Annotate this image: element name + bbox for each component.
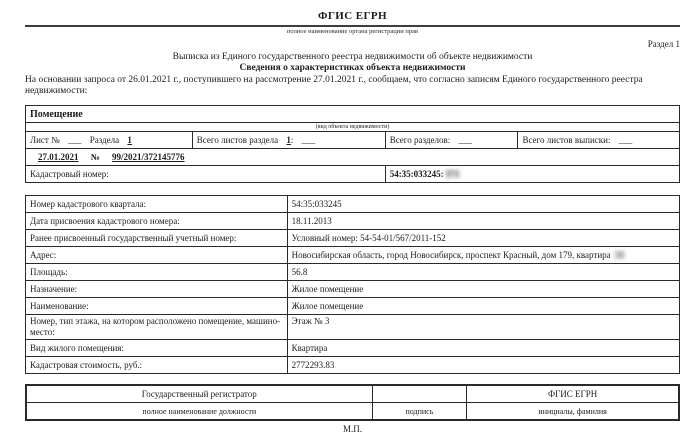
field-value: 18.11.2013 (287, 213, 679, 230)
total-sections-cell (385, 132, 518, 149)
field-label: Номер, тип этажа, на котором расположено помещение, машино-место: (26, 315, 288, 340)
field-value: Жилое помещение (287, 281, 679, 298)
table-row (26, 298, 680, 315)
total-sheets-colon: : (290, 135, 294, 146)
cadastral-number: 54:35:033245: (389, 169, 444, 180)
total-sections-blank: ___ (458, 135, 472, 146)
sheet-blank: ___ (67, 135, 82, 146)
field-value: 56.8 (287, 264, 679, 281)
table-row (26, 315, 680, 340)
table-row (26, 264, 680, 281)
intro-text: На основании запроса от 26.01.2021 г., поступившего на рассмотрение 27.01.2021 г., сообщаем, что согласно записям Единого государственного реестра недвижимости: (25, 75, 643, 97)
signature-table (25, 384, 680, 421)
table-row (26, 340, 680, 357)
table-row (26, 196, 680, 213)
org-title: ФГИС ЕГРН (318, 10, 387, 22)
field-label: Номер кадастрового квартала: (26, 196, 288, 213)
address-redacted: 38 (614, 250, 624, 260)
field-value: Квартира (287, 340, 679, 357)
field-value: Этаж № 3 (287, 315, 679, 340)
org-name: ФГИС ЕГРН (467, 385, 679, 403)
object-header-table (25, 105, 680, 183)
cadastral-redacted: 371 (445, 169, 460, 180)
details-table (25, 195, 680, 374)
field-value: 2772293.83 (287, 357, 679, 374)
sheet-section-number: 1 (127, 135, 132, 146)
total-sheets-blank: ___ (301, 135, 316, 146)
field-value: 54:35:033245 (287, 196, 679, 213)
sheet-label: Лист № (30, 135, 60, 146)
object-type: Помещение (26, 106, 680, 123)
extract-sheets-blank: ___ (618, 135, 633, 146)
cadastral-label: Кадастровый номер: (26, 166, 386, 183)
field-label: Наименование: (26, 298, 288, 315)
table-row (26, 213, 680, 230)
field-value (287, 247, 679, 264)
header-rule (25, 25, 680, 27)
doc-number-cell (26, 149, 680, 166)
field-label: Ранее присвоенный государственный учетный номер: (26, 230, 288, 247)
total-sections-label: Всего разделов: (389, 135, 451, 146)
doc-title: Выписка из Единого государственного реестра недвижимости об объекте недвижимости (172, 52, 533, 62)
address-text: Новосибирская область, город Новосибирск, проспект Красный, дом 179, квартира (291, 250, 611, 260)
table-row (26, 357, 680, 374)
doc-number: 99/2021/372145776 (112, 152, 185, 163)
object-type-caption: (вид объекта недвижимости) (26, 123, 680, 132)
field-label: Площадь: (26, 264, 288, 281)
field-label: Адрес: (26, 247, 288, 264)
doc-date: 27.01.2021 (38, 152, 79, 163)
field-value: Жилое помещение (287, 298, 679, 315)
total-sheets-cell (192, 132, 385, 149)
field-label: Кадастровая стоимость, руб.: (26, 357, 288, 374)
sign-caption: подпись (372, 403, 467, 421)
signature-space (372, 385, 467, 403)
registrar-title: Государственный регистратор (26, 385, 372, 403)
table-row (26, 281, 680, 298)
field-label: Вид жилого помещения: (26, 340, 288, 357)
table-row (26, 230, 680, 247)
extract-sheets-cell (518, 132, 680, 149)
cadastral-value (385, 166, 679, 183)
table-row (26, 247, 680, 264)
section-label: Раздел 1 (647, 39, 680, 49)
position-caption: полное наименование должности (26, 403, 372, 421)
total-sheets-number: 1 (286, 135, 291, 146)
number-sign: № (90, 152, 100, 163)
total-sheets-label: Всего листов раздела (196, 135, 279, 146)
extract-sheets-label: Всего листов выписки: (522, 135, 611, 146)
sheet-cell (26, 132, 193, 149)
org-caption: полное наименование органа регистрации прав (286, 28, 419, 35)
doc-subtitle: Сведения о характеристиках объекта недвижимости (239, 63, 466, 73)
field-value: Условный номер: 54-54-01/567/2011-152 (287, 230, 679, 247)
field-label: Дата присвоения кадастрового номера: (26, 213, 288, 230)
name-caption: инициалы, фамилия (467, 403, 679, 421)
stamp-placeholder: М.П. (342, 424, 362, 434)
sheet-razdela: Раздела (89, 135, 120, 146)
field-label: Назначение: (26, 281, 288, 298)
